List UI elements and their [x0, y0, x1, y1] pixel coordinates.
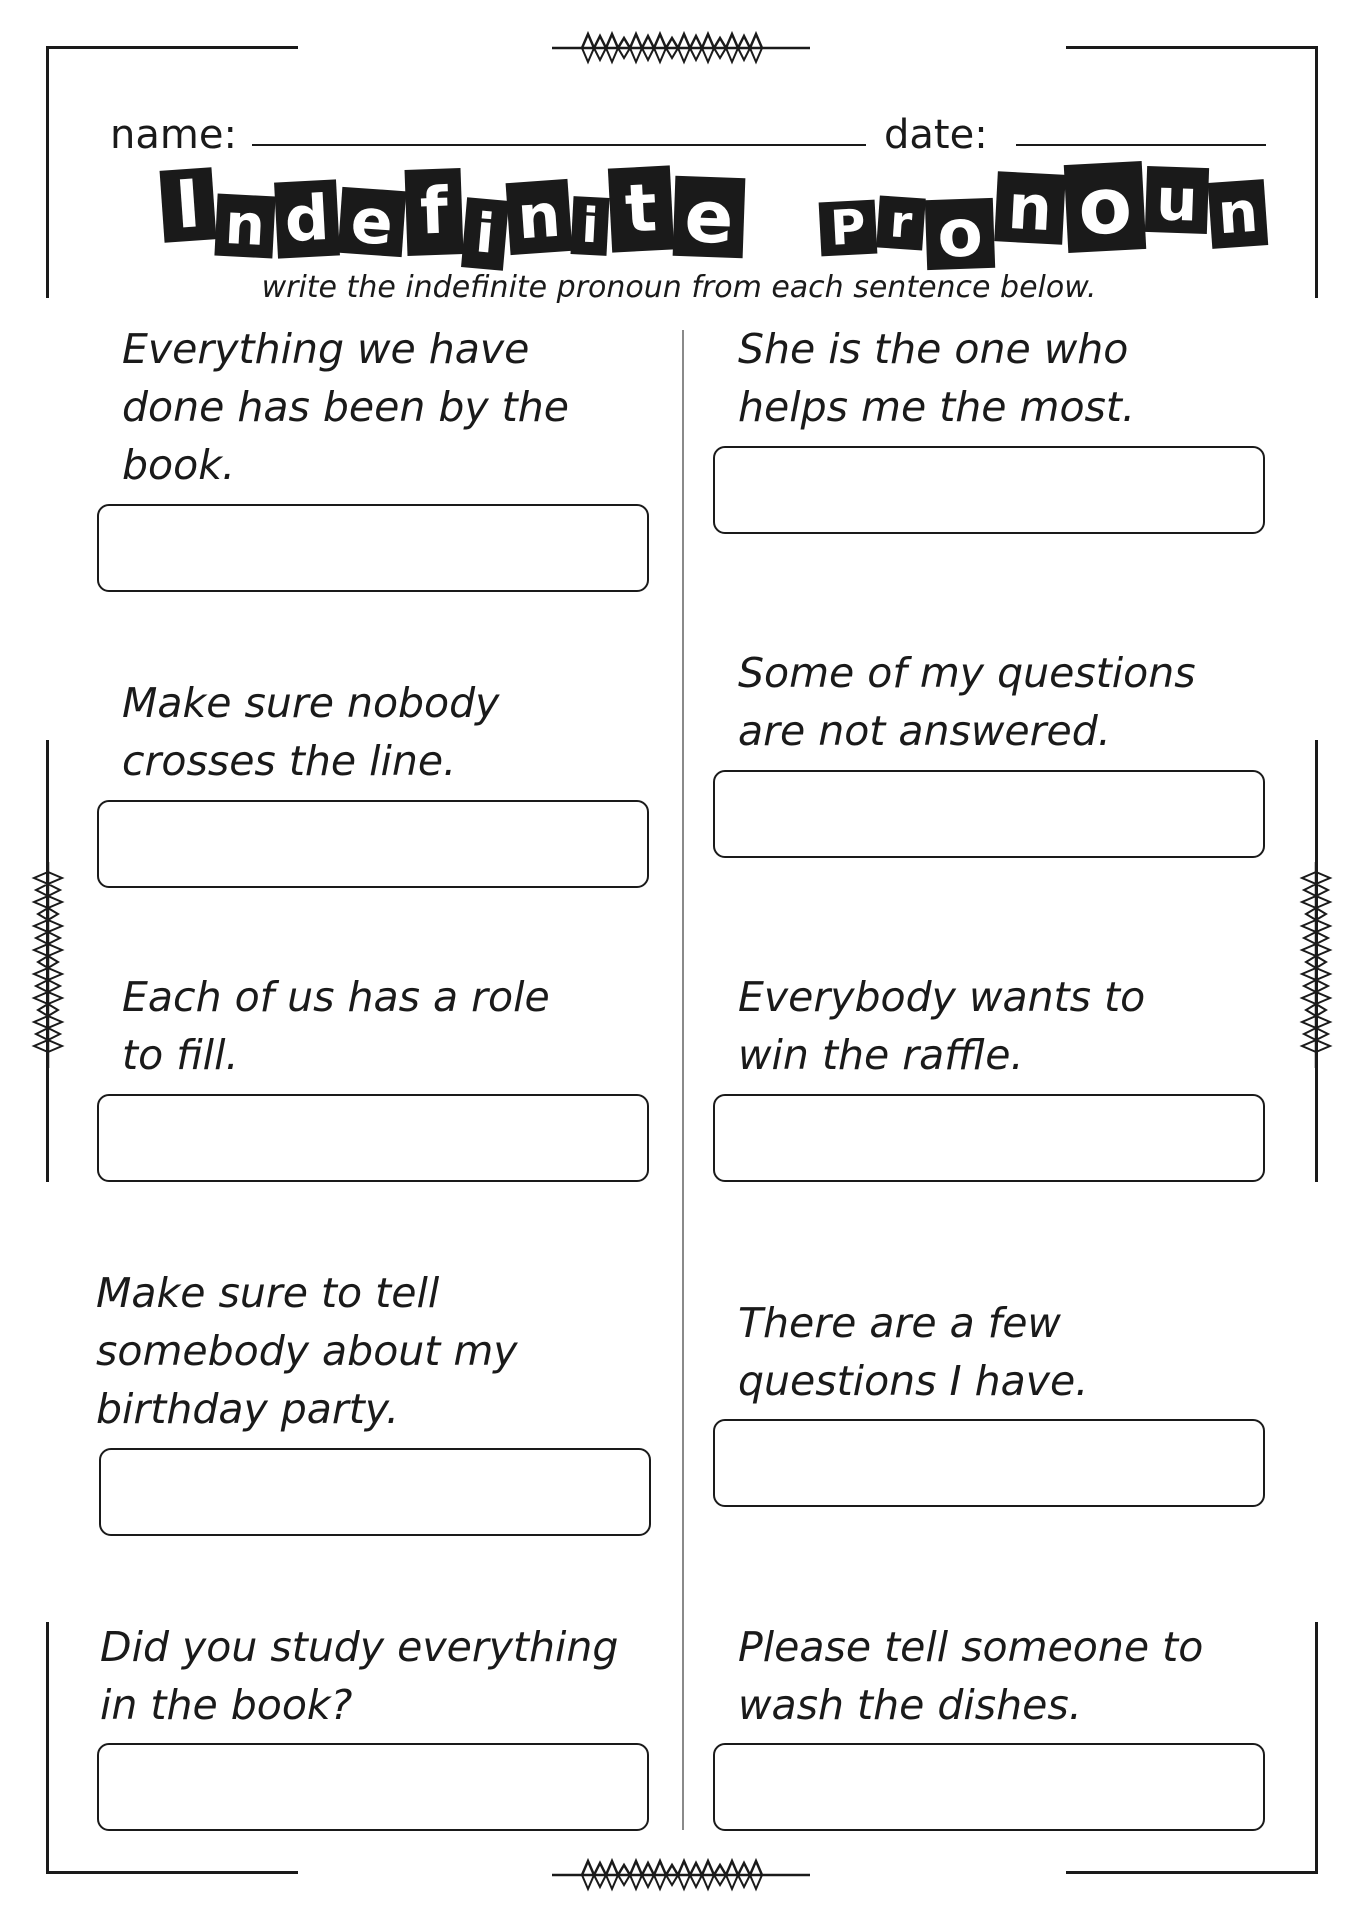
- answer-box[interactable]: [99, 1448, 651, 1536]
- flourish-left-icon: [26, 862, 66, 1068]
- flourish-bottom-icon: [552, 1853, 810, 1893]
- title-tile: e: [673, 176, 746, 258]
- title-tile: n: [994, 171, 1066, 244]
- title-tile: t: [608, 165, 674, 252]
- answer-box[interactable]: [97, 800, 649, 888]
- column-divider: [682, 330, 684, 1830]
- answer-box[interactable]: [97, 1743, 649, 1831]
- frame-bottom-left-v: [46, 1622, 49, 1874]
- date-field[interactable]: [1016, 144, 1266, 146]
- question-text: Did you study everything in the book?: [100, 1623, 619, 1729]
- answer-box[interactable]: [713, 1094, 1265, 1182]
- page-title: [150, 155, 1270, 280]
- frame-top-left-v: [46, 46, 49, 298]
- question-text: There are a few questions I have.: [738, 1299, 1089, 1405]
- frame-top-left-h: [46, 46, 298, 49]
- frame-bottom-right-v: [1315, 1622, 1318, 1874]
- title-tile: d: [274, 179, 340, 258]
- title-tile: n: [214, 194, 275, 259]
- question-text: She is the one who helps me the most.: [738, 325, 1136, 431]
- question-text: Please tell someone to wash the dishes.: [738, 1623, 1204, 1729]
- question-text: Everything we have done has been by the book.: [122, 325, 569, 489]
- title-tile: i: [461, 197, 509, 270]
- answer-box[interactable]: [713, 770, 1265, 858]
- title-tile: n: [506, 179, 573, 255]
- title-tile: I: [160, 167, 217, 242]
- answer-box[interactable]: [97, 504, 649, 592]
- question-text: Everybody wants to win the raffle.: [738, 973, 1146, 1079]
- answer-box[interactable]: [713, 446, 1265, 534]
- frame-top-right-v: [1315, 46, 1318, 298]
- frame-top-right-h: [1066, 46, 1318, 49]
- title-tile: i: [571, 196, 610, 256]
- answer-box[interactable]: [713, 1419, 1265, 1507]
- title-tile: n: [1208, 179, 1268, 249]
- title-tile: o: [925, 198, 995, 270]
- answer-box[interactable]: [713, 1743, 1265, 1831]
- title-tile: e: [338, 187, 406, 257]
- frame-bottom-right-h: [1066, 1871, 1318, 1874]
- flourish-top-icon: [552, 26, 810, 66]
- title-tile: u: [1145, 166, 1209, 234]
- instruction-text: write the indefinite pronoun from each sentence below.: [261, 270, 1097, 305]
- name-label: name:: [110, 112, 237, 158]
- title-tile: r: [876, 195, 926, 250]
- answer-box[interactable]: [97, 1094, 649, 1182]
- title-tile: P: [819, 200, 878, 257]
- question-text: Make sure to tell somebody about my birthday party.: [96, 1269, 518, 1433]
- date-label: date:: [884, 112, 988, 158]
- name-field[interactable]: [252, 144, 866, 146]
- title-tile: f: [405, 168, 464, 256]
- question-text: Some of my questions are not answered.: [738, 649, 1196, 755]
- title-tile: o: [1064, 161, 1146, 253]
- question-text: Make sure nobody crosses the line.: [122, 679, 500, 785]
- flourish-right-icon: [1296, 862, 1336, 1068]
- question-text: Each of us has a role to fill.: [122, 973, 550, 1079]
- frame-bottom-left-h: [46, 1871, 298, 1874]
